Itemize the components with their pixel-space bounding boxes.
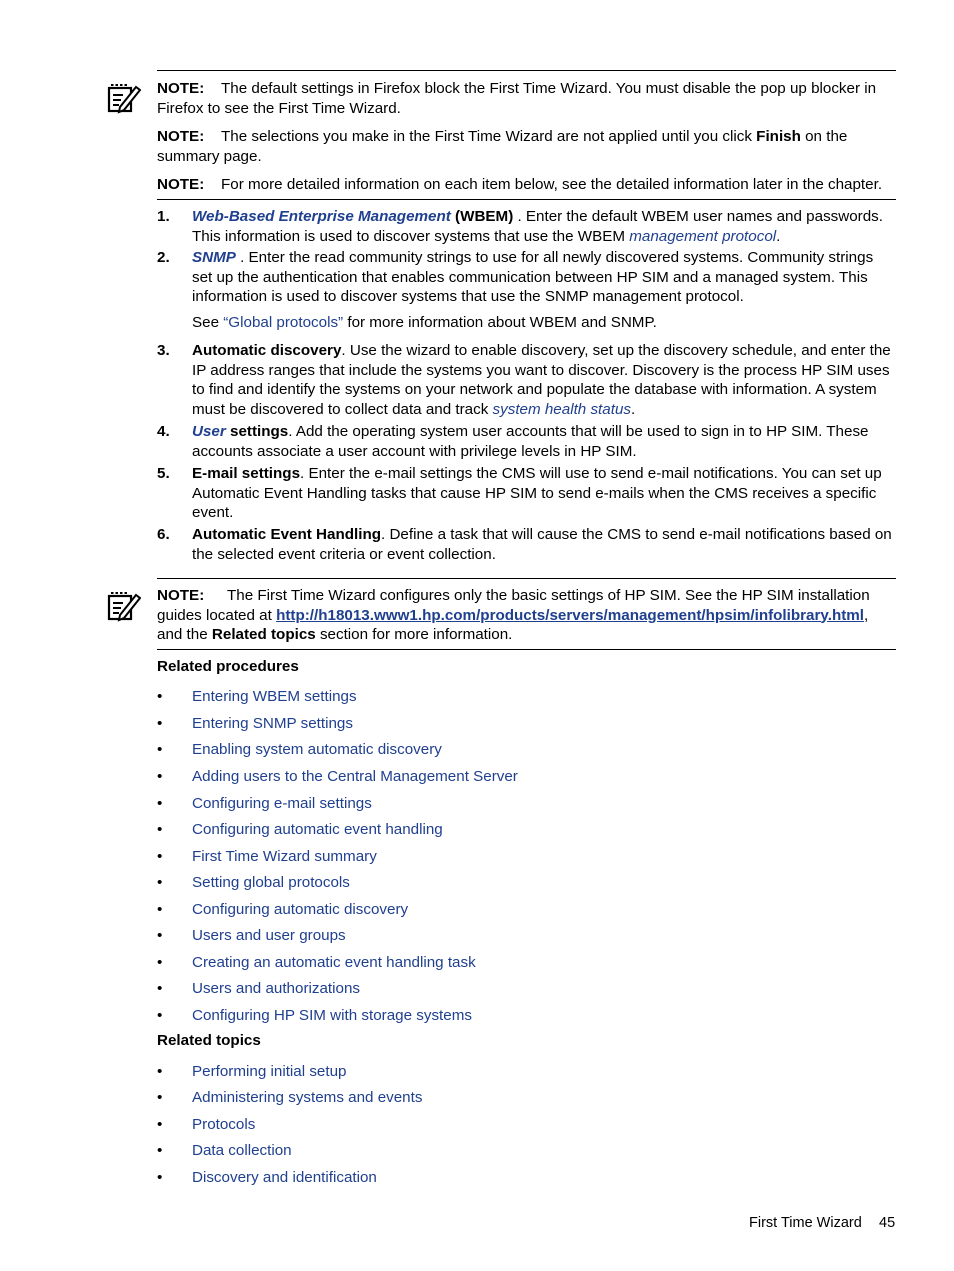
topic-link[interactable]: Data collection	[192, 1142, 292, 1159]
step-number: 1.	[157, 208, 170, 225]
bullet: •	[157, 768, 163, 785]
infolibrary-url-link[interactable]: http://h18013.www1.hp.com/products/servers/management/hpsim/infolibrary.html	[276, 606, 865, 624]
bullet: •	[157, 1089, 163, 1106]
list-item	[157, 1115, 255, 1135]
step-4	[157, 422, 896, 461]
bullet: •	[157, 927, 163, 944]
see-prefix: See	[192, 314, 224, 331]
note-text: section for more information.	[315, 626, 513, 643]
procedure-link[interactable]: Adding users to the Central Management Server	[192, 768, 518, 785]
step-1	[157, 207, 896, 246]
step-2	[157, 248, 896, 307]
note-text: For more detailed information on each item below, see the detailed information later in the chapter.	[221, 176, 883, 193]
procedure-link[interactable]: Users and user groups	[192, 927, 346, 944]
note-text: The selections you make in the First Time Wizard are not applied until you click	[221, 128, 757, 145]
bullet: •	[157, 688, 163, 705]
bullet: •	[157, 980, 163, 997]
list-item	[157, 979, 360, 999]
list-item	[157, 687, 357, 707]
list-item	[157, 794, 372, 814]
list-item	[157, 740, 442, 760]
list-item	[157, 714, 353, 734]
footer-page-number: 45	[879, 1215, 896, 1231]
global-protocols-link[interactable]: “Global protocols”	[223, 314, 344, 331]
step-bold: (WBEM)	[450, 208, 514, 225]
procedure-link[interactable]: Entering WBEM settings	[192, 688, 357, 705]
step-bold: Automatic Event Handling	[192, 526, 382, 543]
note-icon	[107, 590, 141, 622]
see-suffix: for more information about WBEM and SNMP.	[343, 314, 657, 331]
step-bold: settings	[225, 423, 289, 440]
procedure-link[interactable]: Configuring e-mail settings	[192, 795, 372, 812]
list-item	[157, 900, 408, 920]
related-procedures-heading: Related procedures	[157, 658, 299, 675]
note-firefox	[157, 79, 896, 118]
list-item	[157, 767, 518, 787]
step-text: . Enter the default WBEM user names and passwords. This information is used to discover systems that use the WBEM	[192, 208, 883, 245]
step-text: . Define a task that will cause the CMS to send e-mail notifications based on the selected event criteria or event collection.	[192, 526, 892, 563]
procedure-link[interactable]: Enabling system automatic discovery	[192, 741, 442, 758]
finish-bold: Finish	[756, 128, 801, 145]
bullet: •	[157, 874, 163, 891]
bullet: •	[157, 954, 163, 971]
note-bottom-rule	[157, 199, 896, 200]
step-3	[157, 341, 896, 419]
step-number: 3.	[157, 342, 170, 359]
management-protocol-link[interactable]: management protocol	[629, 227, 777, 245]
snmp-link[interactable]: SNMP	[192, 249, 236, 266]
bullet: •	[157, 848, 163, 865]
procedure-link[interactable]: Configuring automatic discovery	[192, 901, 409, 918]
bullet: •	[157, 715, 163, 732]
bullet: •	[157, 795, 163, 812]
see-global-protocols	[157, 313, 896, 333]
note-text: The default settings in Firefox block the First Time Wizard. You must disable the pop up blocker in Firefox to see the First Time Wizard.	[157, 80, 877, 117]
step-number: 4.	[157, 423, 170, 440]
list-item	[157, 1168, 377, 1188]
system-health-status-link[interactable]: system health status	[492, 400, 631, 418]
step-number: 2.	[157, 249, 170, 266]
note2-bottom-rule	[157, 649, 896, 650]
related-topics-heading: Related topics	[157, 1032, 261, 1049]
note-basic-settings	[157, 586, 896, 645]
user-link[interactable]: User	[192, 423, 226, 440]
topic-link[interactable]: Discovery and identification	[192, 1169, 377, 1186]
list-item	[157, 1062, 346, 1082]
bullet: •	[157, 1169, 163, 1186]
list-item	[157, 953, 476, 973]
bullet: •	[157, 741, 163, 758]
procedure-link[interactable]: Setting global protocols	[192, 874, 350, 891]
step-6	[157, 525, 896, 564]
note-text: on the summary page.	[157, 128, 848, 165]
procedure-link[interactable]: Creating an automatic event handling task	[192, 954, 476, 971]
note-finish	[157, 127, 896, 166]
step-bold: Automatic discovery	[192, 342, 342, 359]
procedure-link[interactable]: First Time Wizard summary	[192, 848, 377, 865]
list-item	[157, 820, 443, 840]
procedure-link[interactable]: Configuring automatic event handling	[192, 821, 443, 838]
note-label: NOTE:	[157, 128, 205, 145]
step-text: . Use the wizard to enable discovery, set up the discovery schedule, and enter the IP address ranges that include the systems you want to discover. Discovery is the process HP SIM uses to find and identify the systems on your network and populate the database with information. A system must be discovered to collect data and track	[192, 342, 891, 418]
bullet: •	[157, 1007, 163, 1024]
topic-link[interactable]: Performing initial setup	[192, 1063, 347, 1080]
step-bold: E-mail settings	[192, 465, 301, 482]
note-icon	[107, 82, 141, 114]
step-tail: .	[631, 400, 636, 418]
step-text: . Add the operating system user accounts that will be used to sign in to HP SIM. These accounts associate a user account with privilege levels in HP SIM.	[192, 423, 869, 460]
procedure-link[interactable]: Entering SNMP settings	[192, 715, 353, 732]
related-topics-bold: Related topics	[211, 626, 316, 643]
wbem-link[interactable]: Web-Based Enterprise Management	[192, 208, 451, 225]
note-text: , and the	[157, 606, 869, 643]
note-detailed-info	[157, 175, 896, 195]
note2-top-rule	[157, 578, 896, 579]
bullet: •	[157, 821, 163, 838]
note-top-rule	[157, 70, 896, 71]
bullet: •	[157, 1142, 163, 1159]
note-text: The First Time Wizard configures only the basic settings of HP SIM. See the HP SIM installation guides located at	[157, 587, 870, 624]
procedure-link[interactable]: Users and authorizations	[192, 980, 360, 997]
list-item	[157, 926, 346, 946]
step-text: . Enter the e-mail settings the CMS will use to send e-mail notifications. You can set up Automatic Event Handling tasks that cause HP SIM to send e-mails when the CMS receives a specific event.	[192, 465, 882, 521]
step-number: 6.	[157, 526, 170, 543]
note-label: NOTE:	[157, 587, 205, 604]
footer-section-title: First Time Wizard	[749, 1215, 862, 1231]
list-item	[157, 847, 377, 867]
list-item	[157, 1141, 292, 1161]
note-label: NOTE:	[157, 176, 205, 193]
step-5	[157, 464, 896, 523]
step-text: . Enter the read community strings to use for all newly discovered systems. Community strings set up the authentication that enables communication between HP SIM and a managed system. This information is used to discover systems that use the SNMP management protocol.	[192, 249, 874, 305]
bullet: •	[157, 1063, 163, 1080]
list-item	[157, 1006, 472, 1026]
procedure-link[interactable]: Configuring HP SIM with storage systems	[192, 1007, 472, 1024]
topic-link[interactable]: Administering systems and events	[192, 1089, 423, 1106]
bullet: •	[157, 901, 163, 918]
list-item	[157, 873, 350, 893]
note-label: NOTE:	[157, 80, 205, 97]
topic-link[interactable]: Protocols	[192, 1116, 256, 1133]
step-number: 5.	[157, 465, 170, 482]
list-item	[157, 1088, 422, 1108]
step-tail: .	[776, 227, 781, 245]
bullet: •	[157, 1116, 163, 1133]
